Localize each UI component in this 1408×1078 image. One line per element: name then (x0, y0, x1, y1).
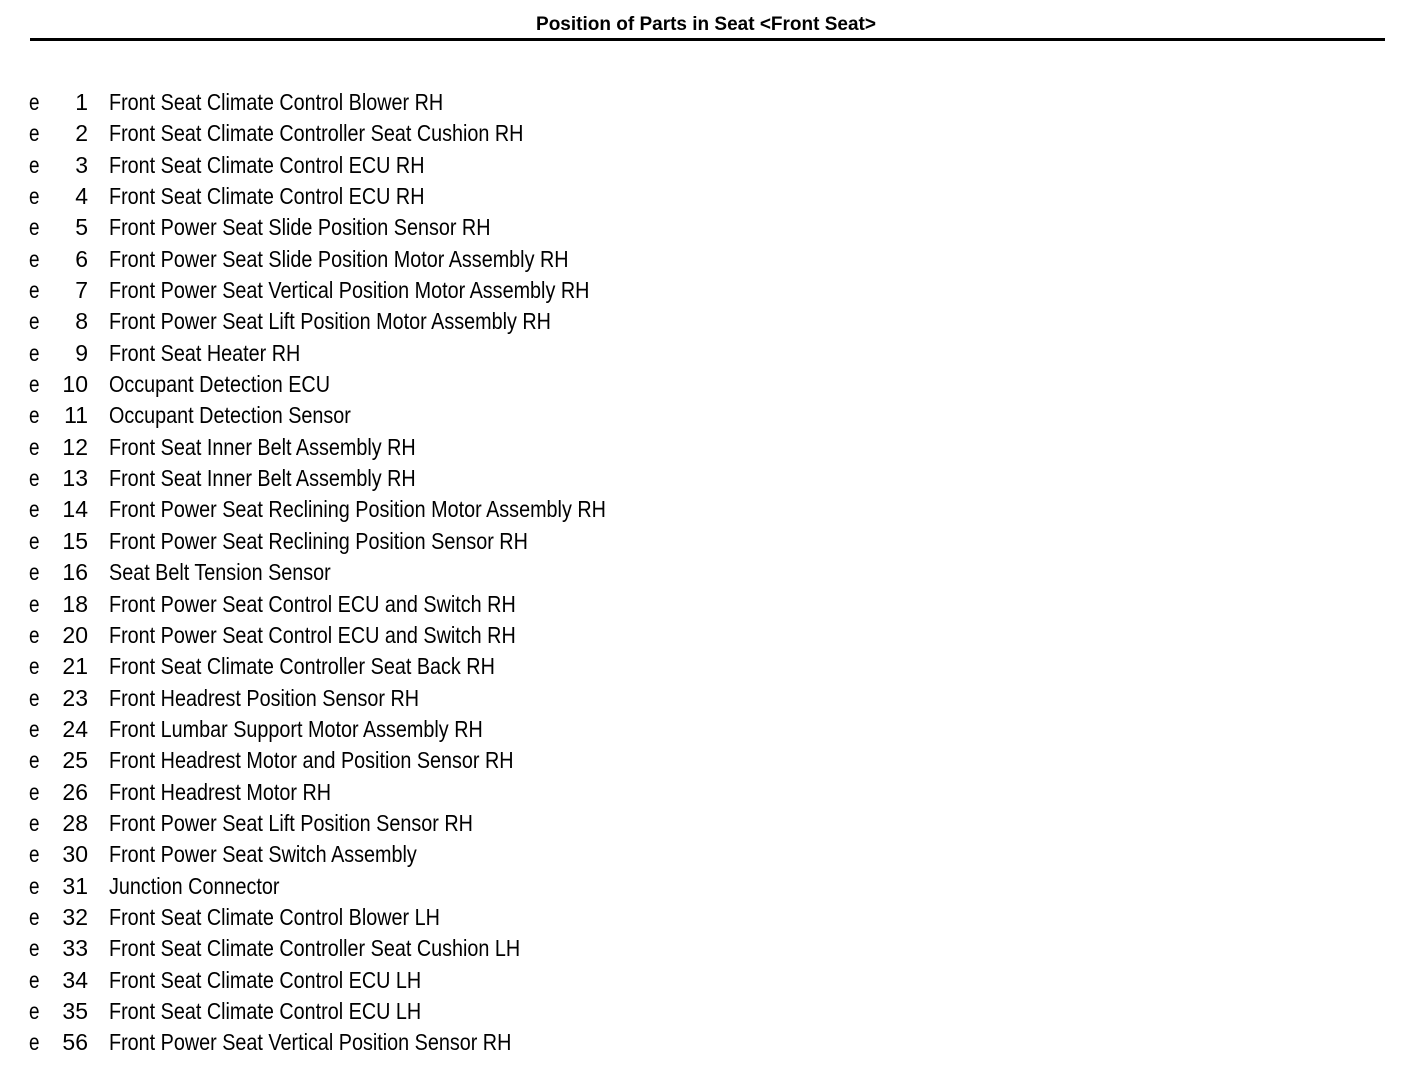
part-number: 56 (62, 1029, 88, 1056)
part-marker: e (29, 559, 40, 586)
part-number: 6 (75, 245, 88, 272)
part-name: Front Power Seat Vertical Position Sensor RH (109, 1029, 512, 1056)
part-row (0, 683, 900, 714)
part-name: Front Headrest Motor RH (109, 778, 332, 805)
part-number: 2 (75, 120, 88, 147)
part-number: 12 (62, 433, 88, 460)
part-name: Front Power Seat Reclining Position Motor Assembly RH (109, 496, 606, 523)
part-number: 30 (62, 841, 88, 868)
part-marker: e (29, 590, 40, 617)
part-name: Front Seat Heater RH (109, 339, 301, 366)
part-marker: e (29, 120, 40, 147)
part-marker: e (29, 997, 40, 1024)
part-name: Front Power Seat Vertical Position Motor Assembly RH (109, 277, 590, 304)
part-name: Front Power Seat Lift Position Motor Assembly RH (109, 308, 551, 335)
part-name: Front Seat Climate Control Blower RH (109, 89, 444, 115)
part-name: Junction Connector (109, 872, 280, 899)
part-name: Front Headrest Position Sensor RH (109, 684, 420, 711)
part-number: 34 (62, 966, 88, 993)
part-name: Occupant Detection ECU (109, 371, 330, 398)
part-row (0, 651, 900, 682)
part-name: Front Seat Climate Controller Seat Back RH (109, 653, 495, 680)
part-marker: e (29, 621, 40, 648)
part-marker: e (29, 935, 40, 962)
part-marker: e (29, 841, 40, 868)
part-number: 25 (62, 747, 88, 774)
part-row (0, 526, 900, 557)
part-row (0, 181, 900, 212)
part-name: Front Power Seat Control ECU and Switch RH (109, 621, 516, 648)
part-number: 3 (75, 151, 88, 178)
part-marker: e (29, 214, 40, 241)
part-marker: e (29, 339, 40, 366)
part-name: Front Seat Inner Belt Assembly RH (109, 433, 416, 460)
part-number: 32 (62, 903, 88, 930)
part-marker: e (29, 653, 40, 680)
part-row (0, 338, 900, 369)
part-row (0, 557, 900, 588)
part-name: Front Power Seat Control ECU and Switch RH (109, 590, 516, 617)
part-number: 10 (62, 371, 88, 398)
part-name: Occupant Detection Sensor (109, 402, 351, 429)
part-marker: e (29, 1029, 40, 1056)
part-row (0, 463, 900, 494)
part-number: 24 (62, 715, 88, 742)
part-name: Front Power Seat Lift Position Sensor RH (109, 809, 473, 836)
part-row (0, 212, 900, 243)
part-number: 15 (62, 527, 88, 554)
part-row (0, 620, 900, 651)
part-name: Front Power Seat Slide Position Sensor RH (109, 214, 491, 241)
parts-list (0, 87, 900, 1059)
part-name: Front Seat Climate Control ECU RH (109, 183, 425, 210)
part-row (0, 808, 900, 839)
part-name: Front Seat Climate Controller Seat Cushion RH (109, 120, 524, 147)
part-marker: e (29, 151, 40, 178)
part-name: Seat Belt Tension Sensor (109, 559, 331, 586)
part-row (0, 965, 900, 996)
part-number: 16 (62, 559, 88, 586)
part-marker: e (29, 496, 40, 523)
part-name: Front Seat Climate Controller Seat Cushion LH (109, 935, 521, 962)
part-marker: e (29, 966, 40, 993)
part-marker: e (29, 245, 40, 272)
part-number: 21 (62, 653, 88, 680)
part-row (0, 714, 900, 745)
part-row (0, 902, 900, 933)
part-name: Front Power Seat Reclining Position Sensor RH (109, 527, 528, 554)
part-name: Front Seat Climate Control ECU LH (109, 997, 422, 1024)
part-row (0, 306, 900, 337)
part-number: 23 (62, 684, 88, 711)
part-marker: e (29, 747, 40, 774)
part-row (0, 777, 900, 808)
part-row (0, 275, 900, 306)
part-number: 11 (64, 402, 88, 429)
part-name: Front Power Seat Switch Assembly (109, 841, 417, 868)
part-number: 31 (62, 872, 88, 899)
part-marker: e (29, 778, 40, 805)
part-number: 1 (75, 89, 88, 115)
part-marker: e (29, 371, 40, 398)
part-row (0, 150, 900, 181)
part-marker: e (29, 527, 40, 554)
part-marker: e (29, 465, 40, 492)
part-row (0, 1027, 900, 1058)
part-number: 7 (75, 277, 88, 304)
part-row (0, 494, 900, 525)
part-row (0, 118, 900, 149)
part-number: 35 (62, 997, 88, 1024)
part-marker: e (29, 277, 40, 304)
part-marker: e (29, 433, 40, 460)
part-number: 28 (62, 809, 88, 836)
part-row (0, 745, 900, 776)
part-marker: e (29, 872, 40, 899)
part-row (0, 400, 900, 431)
part-name: Front Seat Climate Control Blower LH (109, 903, 440, 930)
part-marker: e (29, 715, 40, 742)
part-name: Front Headrest Motor and Position Sensor RH (109, 747, 514, 774)
part-row (0, 996, 900, 1027)
part-number: 20 (62, 621, 88, 648)
part-row (0, 369, 900, 400)
part-row (0, 871, 900, 902)
page-title: Position of Parts in Seat <Front Seat> (536, 14, 876, 35)
part-marker: e (29, 183, 40, 210)
part-marker: e (29, 308, 40, 335)
part-number: 14 (62, 496, 88, 523)
part-marker: e (29, 809, 40, 836)
part-marker: e (29, 903, 40, 930)
part-number: 4 (75, 183, 88, 210)
part-row (0, 933, 900, 964)
part-marker: e (29, 402, 40, 429)
part-marker: e (29, 684, 40, 711)
part-name: Front Seat Climate Control ECU RH (109, 151, 425, 178)
part-number: 18 (62, 590, 88, 617)
part-name: Front Power Seat Slide Position Motor Assembly RH (109, 245, 569, 272)
part-number: 9 (75, 339, 88, 366)
part-number: 8 (75, 308, 88, 335)
part-marker: e (29, 89, 40, 115)
part-row (0, 244, 900, 275)
part-number: 5 (75, 214, 88, 241)
part-name: Front Seat Inner Belt Assembly RH (109, 465, 416, 492)
part-number: 26 (62, 778, 88, 805)
part-row (0, 839, 900, 870)
part-number: 13 (62, 465, 88, 492)
part-row (0, 87, 900, 118)
part-row (0, 589, 900, 620)
part-name: Front Lumbar Support Motor Assembly RH (109, 715, 483, 742)
title-divider (30, 38, 1385, 41)
part-row (0, 432, 900, 463)
part-number: 33 (62, 935, 88, 962)
part-name: Front Seat Climate Control ECU LH (109, 966, 422, 993)
